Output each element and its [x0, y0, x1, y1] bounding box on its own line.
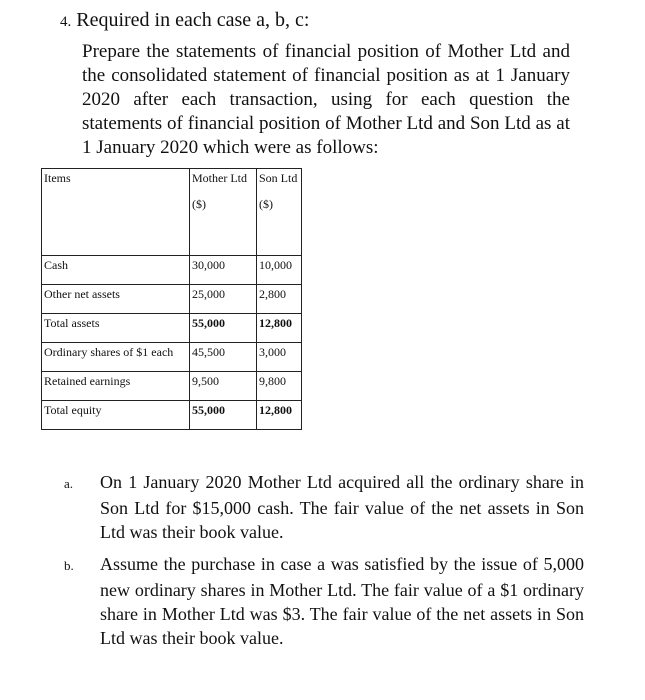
intro-paragraph: Prepare the statements of financial position of Mother Ltd and the consolidated statement of financial position as at 1 January 2020 after each transaction, using for each question the statements of financial position of Mother Ltd and Son Ltd as at 1 January 2020 which were as follows:	[82, 41, 570, 158]
table-row	[42, 401, 302, 430]
cell-mother: 30,000	[190, 256, 257, 285]
case-a-text: On 1 January 2020 Mother Ltd acquired all the ordinary share in Son Ltd for $15,000 cash. The fair value of the net assets in Son Ltd was their book value.	[100, 472, 584, 542]
header-son-label: Son Ltd	[259, 171, 298, 185]
header-mother-ltd	[190, 169, 257, 256]
row-label: Retained earnings	[42, 372, 190, 401]
cell-son: 12,800	[257, 314, 302, 343]
case-b-text: Assume the purchase in case a was satisfied by the issue of 5,000 new ordinary shares in Mother Ltd. The fair value of a $1 ordinary share in Mother Ltd was $3. The fair value of the net assets in Son Ltd was their book value.	[100, 554, 584, 648]
table-row	[42, 285, 302, 314]
header-mother-unit: ($)	[192, 197, 206, 211]
row-label: Ordinary shares of $1 each	[42, 343, 190, 372]
cell-mother: 55,000	[190, 314, 257, 343]
header-mother-label: Mother Ltd	[192, 171, 247, 185]
case-b	[64, 552, 584, 650]
cell-mother: 25,000	[190, 285, 257, 314]
case-a-label: a.	[64, 476, 74, 491]
question-title: Required in each case a, b, c:	[76, 9, 310, 31]
row-label: Other net assets	[42, 285, 190, 314]
table-row	[42, 314, 302, 343]
row-label: Cash	[42, 256, 190, 285]
table-row	[42, 256, 302, 285]
table-row	[42, 372, 302, 401]
cell-son: 3,000	[257, 343, 302, 372]
cell-son: 10,000	[257, 256, 302, 285]
financial-position-table	[41, 168, 302, 430]
cell-son: 12,800	[257, 401, 302, 430]
cell-mother: 45,500	[190, 343, 257, 372]
cell-mother: 55,000	[190, 401, 257, 430]
question-heading	[60, 7, 309, 35]
question-number: 4.	[60, 14, 72, 30]
header-items	[42, 169, 190, 256]
case-a	[64, 470, 584, 544]
row-label: Total assets	[42, 314, 190, 343]
cell-mother: 9,500	[190, 372, 257, 401]
table-header-row	[42, 169, 302, 256]
row-label: Total equity	[42, 401, 190, 430]
case-b-label: b.	[64, 558, 74, 573]
table-row	[42, 343, 302, 372]
header-items-label: Items	[44, 171, 71, 185]
cell-son: 9,800	[257, 372, 302, 401]
header-son-unit: ($)	[259, 197, 273, 211]
cell-son: 2,800	[257, 285, 302, 314]
header-son-ltd	[257, 169, 302, 256]
